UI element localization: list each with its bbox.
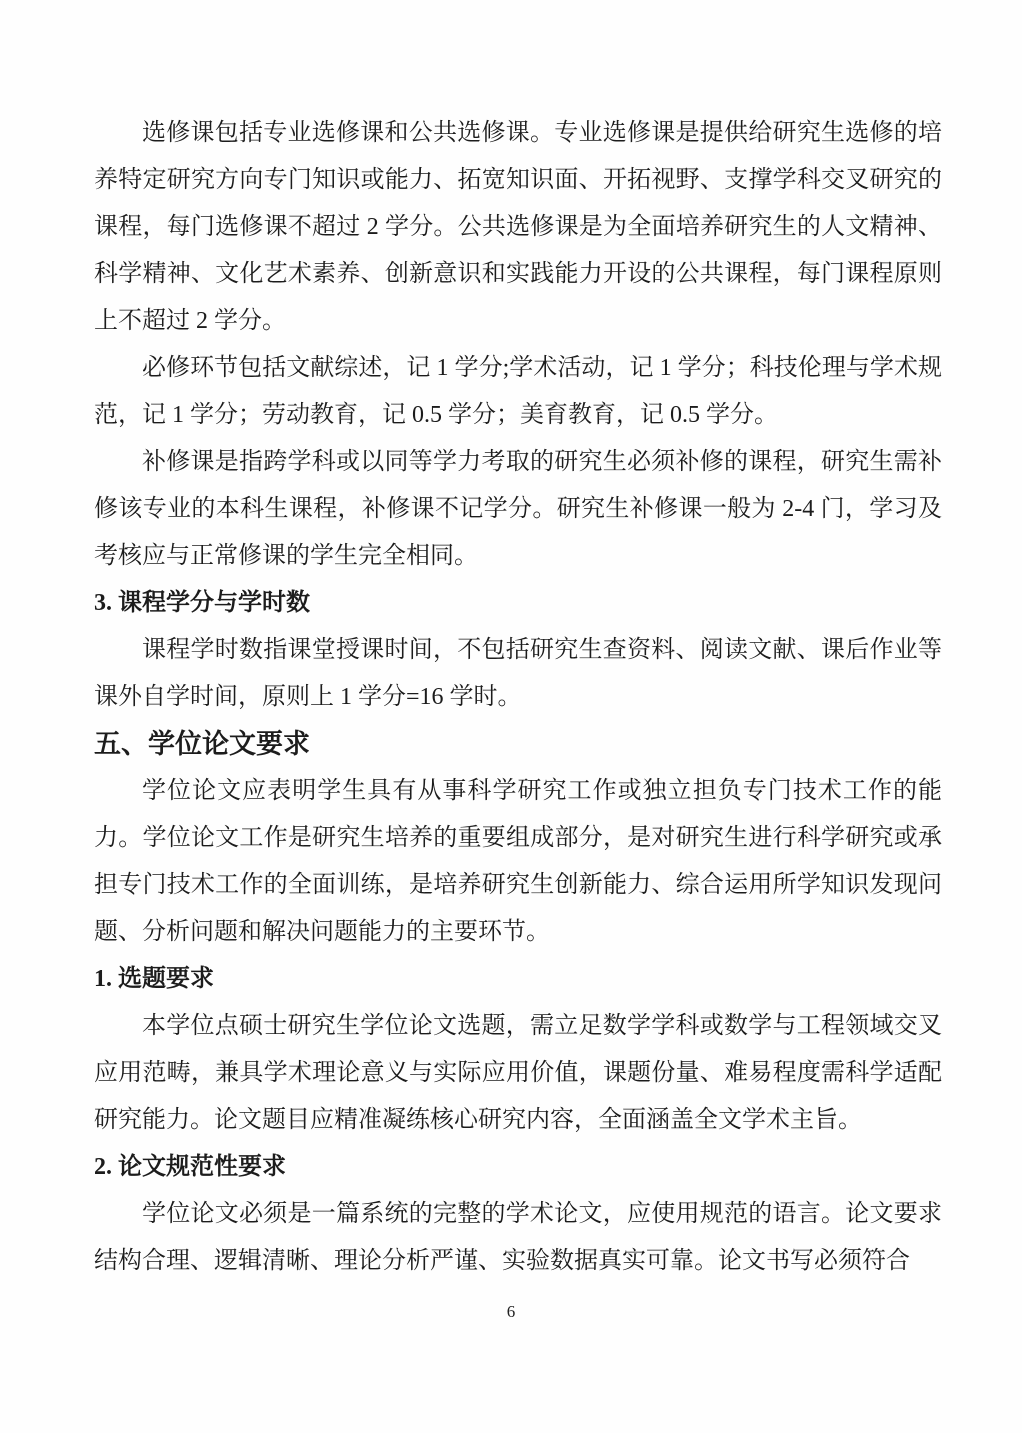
- paragraph-topic-selection-detail: 本学位点硕士研究生学位论文选题，需立足数学学科或数学与工程领域交叉应用范畴，兼具学术理论意义与实际应用价值，课题份量、难易程度需科学适配研究能力。论文题目应精准凝练核心研究内容，全面涵盖全文学术主旨。: [94, 1013, 942, 1133]
- heading-course-credits-and-hours: 3. 课程学分与学时数: [94, 590, 310, 616]
- heading-topic-selection-requirements: 1. 选题要求: [94, 966, 214, 992]
- heading-degree-thesis-requirements: 五、学位论文要求: [94, 729, 310, 759]
- heading-thesis-standardization-requirements: 2. 论文规范性要求: [94, 1154, 286, 1180]
- page-content: [94, 110, 942, 1285]
- paragraph-elective-courses: 选修课包括专业选修课和公共选修课。专业选修课是提供给研究生选修的培养特定研究方向专门知识或能力、拓宽知识面、开拓视野、支撑学科交叉研究的课程，每门选修课不超过 2 学分。公共选修课是为全面培养研究生的人文精神、科学精神、文化艺术素养、创新意识和实践能力开设的公共课程，每门课程原则上不超过 2 学分。: [94, 120, 942, 334]
- page-number: 6: [506, 1302, 516, 1321]
- paragraph-thesis-standardization-detail: 学位论文必须是一篇系统的完整的学术论文，应使用规范的语言。论文要求结构合理、逻辑清晰、理论分析严谨、实验数据真实可靠。论文书写必须符合: [94, 1201, 942, 1274]
- paragraph-required-segments: 必修环节包括文献综述，记 1 学分;学术活动，记 1 学分；科技伦理与学术规范，记 1 学分；劳动教育，记 0.5 学分；美育教育，记 0.5 学分。: [94, 355, 942, 428]
- paragraph-class-hours: 课程学时数指课堂授课时间，不包括研究生查资料、阅读文献、课后作业等课外自学时间，原则上 1 学分=16 学时。: [94, 637, 942, 710]
- paragraph-thesis-overview: 学位论文应表明学生具有从事科学研究工作或独立担负专门技术工作的能力。学位论文工作是研究生培养的重要组成部分，是对研究生进行科学研究或承担专门技术工作的全面训练，是培养研究生创新能力、综合运用所学知识发现问题、分析问题和解决问题能力的主要环节。: [94, 778, 942, 945]
- paragraph-makeup-courses: 补修课是指跨学科或以同等学力考取的研究生必须补修的课程，研究生需补修该专业的本科生课程，补修课不记学分。研究生补修课一般为 2-4 门，学习及考核应与正常修课的学生完全相同。: [94, 449, 942, 569]
